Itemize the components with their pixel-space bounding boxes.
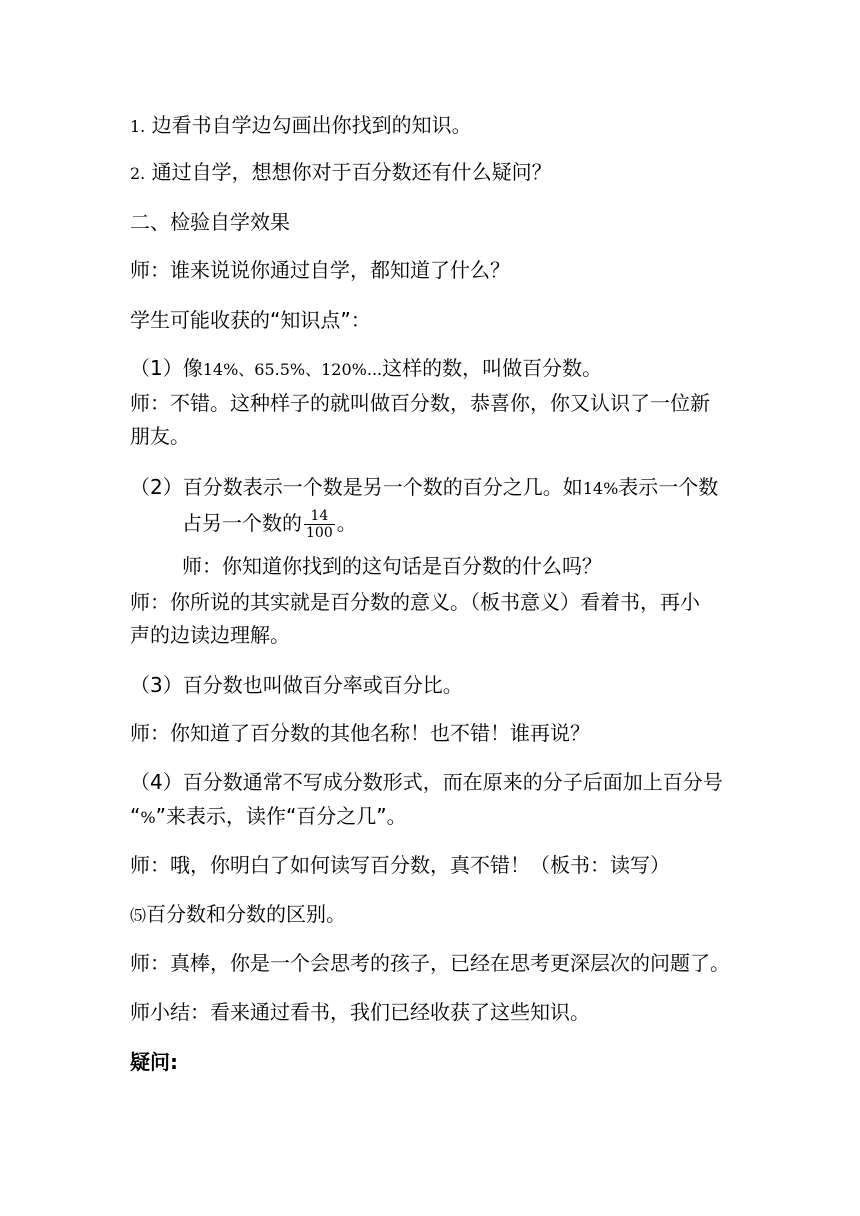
point-1 [130, 353, 602, 385]
fraction-denominator: 100 [306, 525, 333, 541]
point-1-examples: 14%、65.5%、120%... [202, 360, 383, 379]
step-2 [130, 157, 552, 189]
teacher-reply-1-line-1: 师：不错。这种样子的就叫做百分数，恭喜你，你又认识了一位新 [130, 391, 710, 415]
teacher-question: 师：谁来说说你通过自学，都知道了什么？ [130, 258, 510, 282]
point-1-suffix: 这样的数，叫做百分数。 [382, 356, 603, 380]
teacher-reply-3: 师：你知道了百分数的其他名称！也不错！谁再说？ [130, 721, 590, 745]
point-4-rest: ”来表示，读作“百分之几”。 [155, 804, 407, 828]
step-2-text: 通过自学，想想你对于百分数还有什么疑问？ [151, 160, 552, 184]
teacher-reply-5: 师：真棒，你是一个会思考的孩子，已经在思考更深层次的问题了。 [130, 951, 730, 975]
step-1-number: 1. [130, 117, 146, 136]
teacher-reply-2-line-2: 声的边读边理解。 [130, 623, 290, 647]
step-2-number: 2. [130, 164, 146, 183]
step-1 [130, 110, 472, 142]
teacher-reply-4: 师：哦，你明白了如何读写百分数，真不错！（板书：读写） [130, 853, 670, 877]
point-2-line-1 [130, 472, 718, 504]
teacher-summary: 师小结：看来通过看书，我们已经收获了这些知识。 [130, 1000, 590, 1024]
point-2-line-2 [182, 508, 357, 541]
section-heading: 二、检验自学效果 [130, 210, 290, 234]
point-2-continuation: 占另一个数的 [182, 511, 302, 535]
fraction-14-over-100 [304, 508, 335, 541]
point-3: （3）百分数也叫做百分率或百分比。 [130, 673, 463, 697]
teacher-reply-2-line-1: 师：你所说的其实就是百分数的意义。（板书意义）看着书，再小 [130, 590, 700, 614]
step-1-text: 边看书自学边勾画出你找到的知识。 [151, 113, 472, 137]
questions-heading: 疑问: [130, 1050, 178, 1074]
point-2-end: 。 [336, 511, 357, 535]
teacher-question-2: 师：你知道你找到的这句话是百分数的什么吗？ [182, 554, 602, 578]
point-2-percent: 14% [582, 479, 619, 498]
point-5 [130, 899, 346, 931]
point-2-text: （2）百分数表示一个数是另一个数的百分之几。如 [130, 475, 583, 499]
point-2-suffix: 表示一个数 [618, 475, 719, 499]
fraction-numerator: 14 [310, 508, 329, 524]
point-4-open-quote: “ [130, 804, 141, 828]
knowledge-intro: 学生可能收获的“知识点”： [130, 308, 371, 332]
point-1-prefix: （1）像 [130, 356, 203, 380]
teacher-reply-1-line-2: 朋友。 [130, 424, 190, 448]
point-4-line-1: （4）百分数通常不写成分数形式，而在原来的分子后面加上百分号 [130, 770, 723, 794]
percent-sign: % [140, 808, 156, 827]
point-5-text: 百分数和分数的区别。 [146, 902, 347, 926]
point-4-line-2 [130, 801, 407, 833]
point-5-number: ⑸ [130, 906, 147, 925]
